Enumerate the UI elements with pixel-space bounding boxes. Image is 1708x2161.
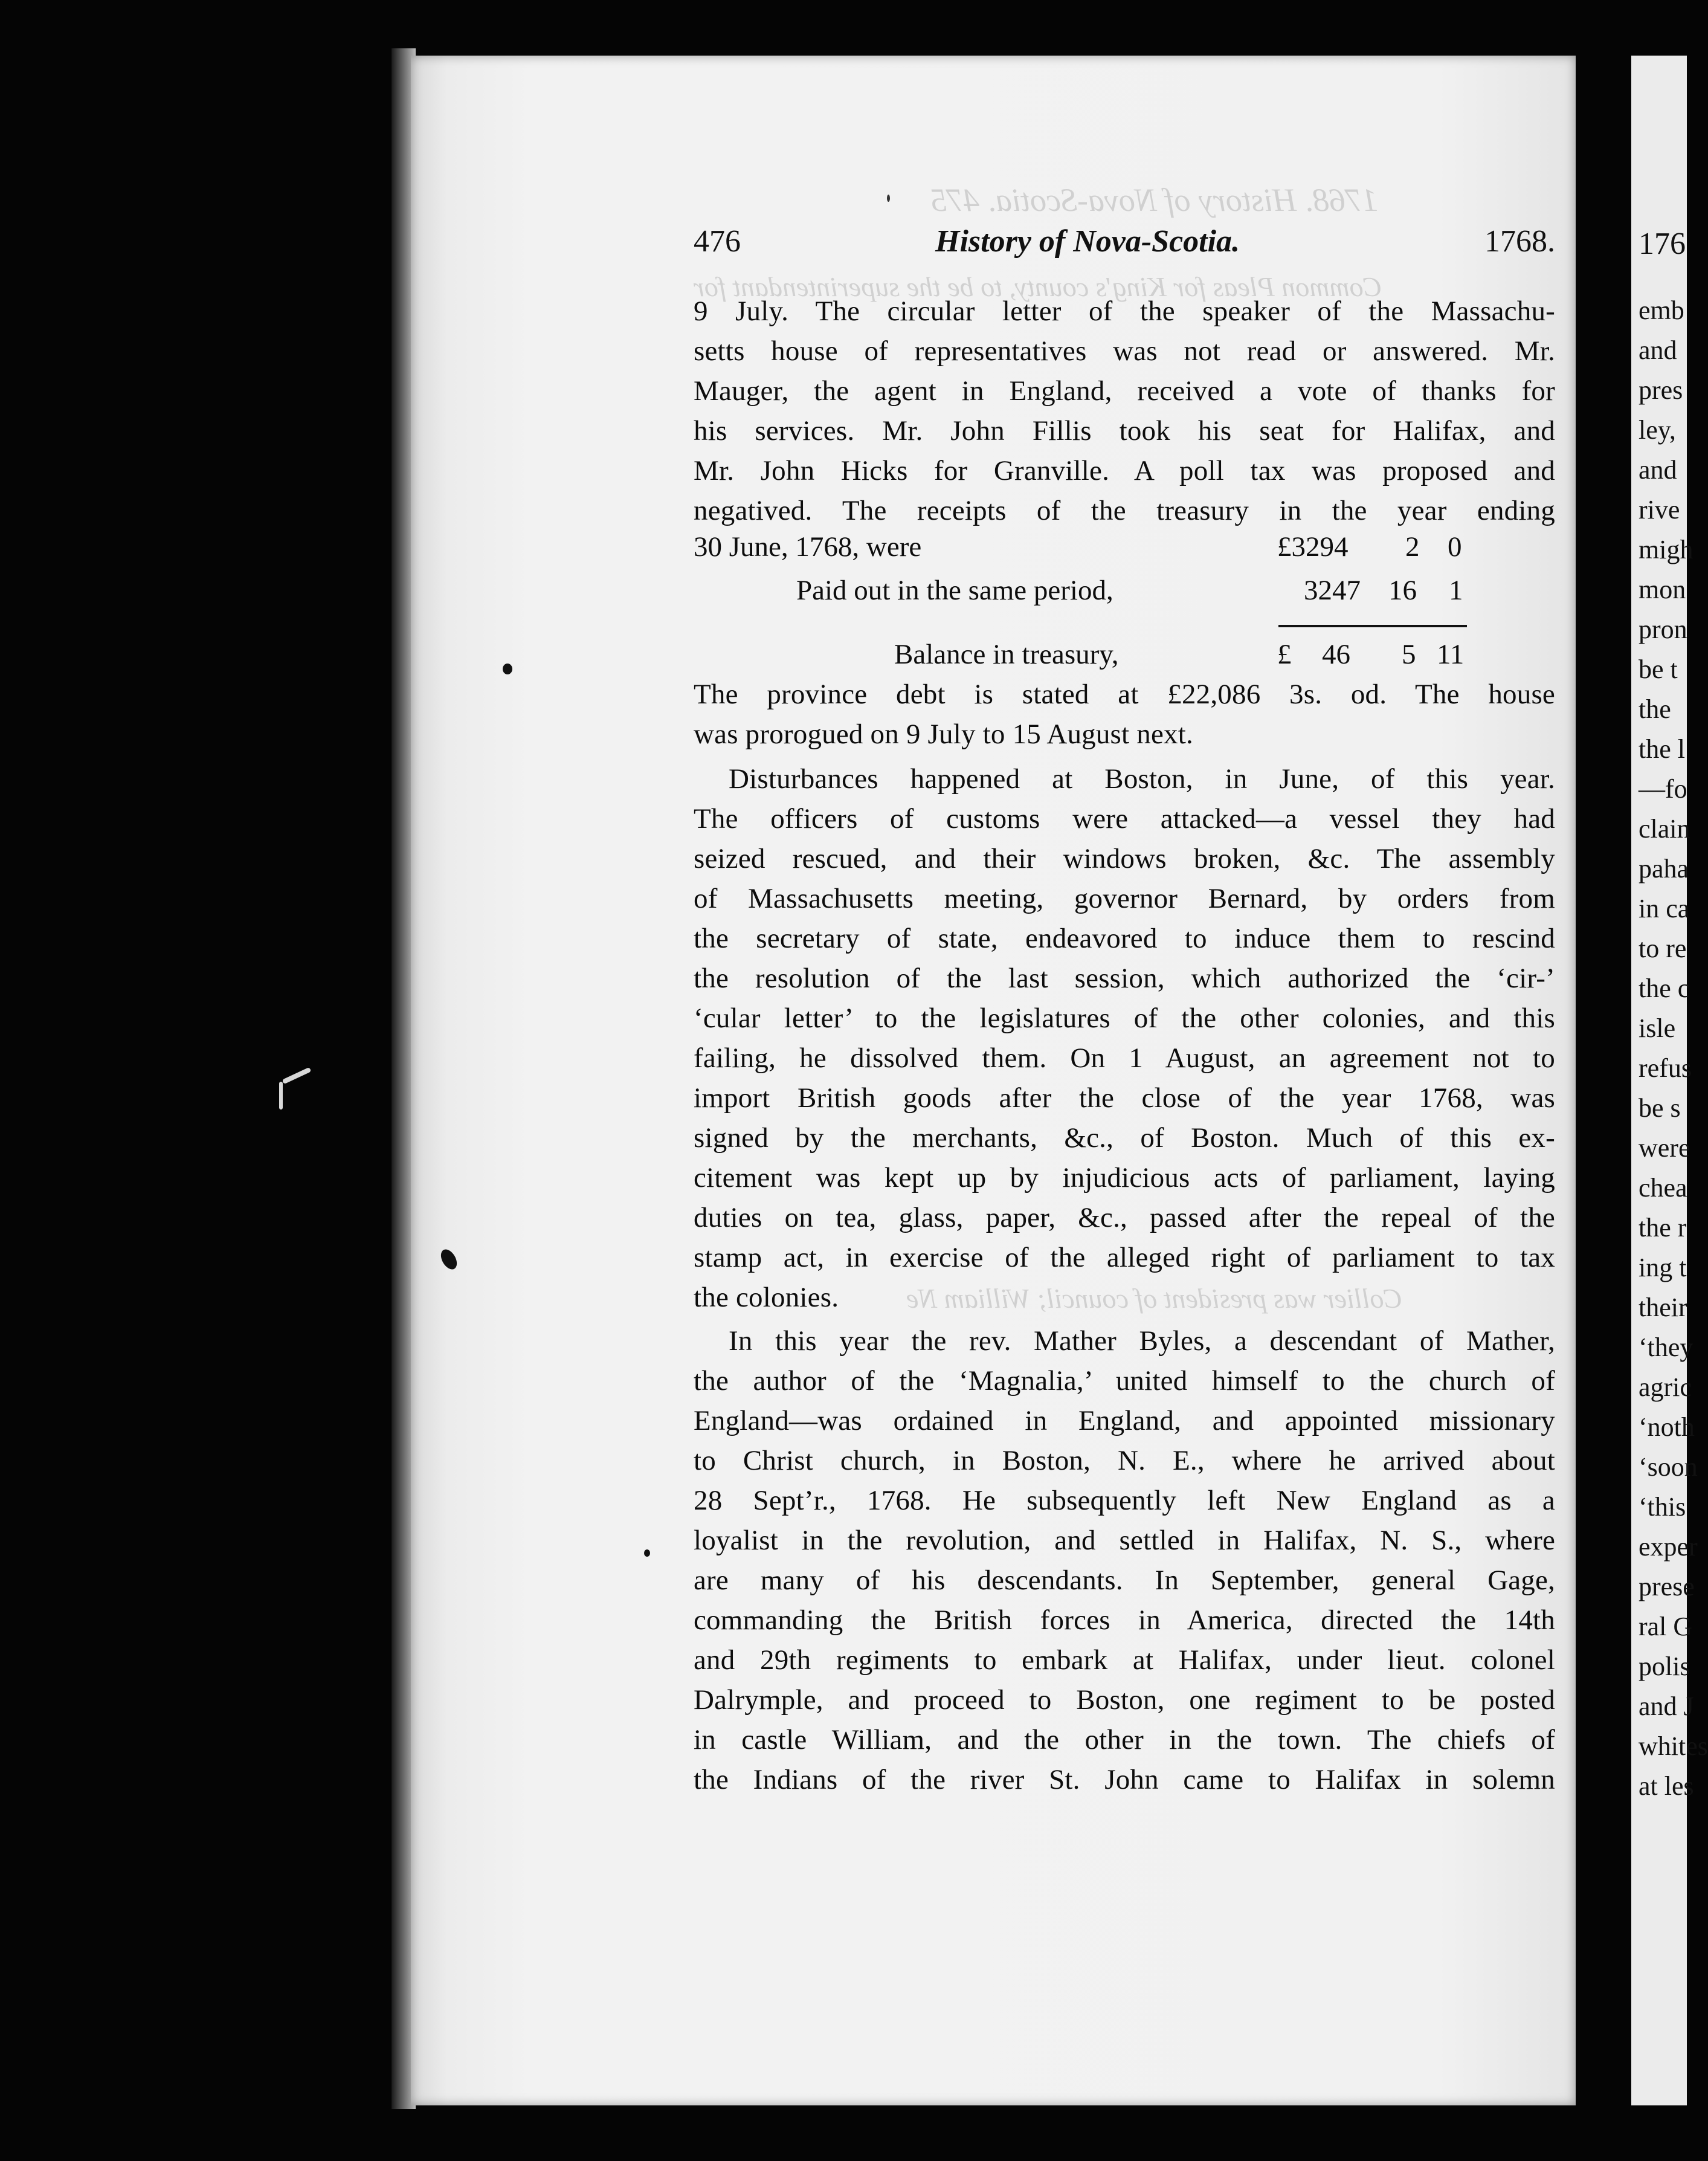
facing-page-line: be s <box>1639 1093 1681 1123</box>
text-line: and 29th regiments to embark at Halifax, under lieut. colonel <box>694 1644 1555 1676</box>
text-line: ‘cular letter’ to the legislatures of the other colonies, and this <box>694 1003 1555 1034</box>
text-line: the author of the ‘Magnalia,’ united himself to the church of <box>694 1365 1555 1397</box>
scan-speck <box>279 1082 283 1110</box>
facing-page-line: 176 <box>1639 227 1686 261</box>
text-line: setts house of representatives was not read or answered. Mr. <box>694 335 1555 367</box>
facing-page-line: prese <box>1639 1572 1695 1601</box>
facing-page-line: ‘soon <box>1639 1452 1698 1482</box>
facing-page-line: —fo <box>1639 774 1687 804</box>
facing-page-line: the <box>1639 694 1671 724</box>
facing-page-line: the c <box>1639 974 1690 1003</box>
text-line: are many of his descendants. In September, general Gage, <box>694 1565 1555 1596</box>
facing-page-line: ral G <box>1639 1612 1693 1641</box>
sum-rule <box>1278 625 1467 627</box>
page-number: 476 <box>694 224 741 259</box>
facing-page-line: refus <box>1639 1053 1692 1083</box>
text-line: Dalrymple, and proceed to Boston, one regiment to be posted <box>694 1684 1555 1716</box>
text-line: loyalist in the revolution, and settled in Halifax, N. S., where <box>694 1525 1555 1556</box>
text-line: failing, he dissolved them. On 1 August, an agreement not to <box>694 1042 1555 1074</box>
text-line: The officers of customs were attacked—a vessel they had <box>694 803 1555 835</box>
running-head <box>694 224 1555 266</box>
text-line: commanding the British forces in America, directed the 14th <box>694 1604 1555 1636</box>
facing-page-line: to re <box>1639 934 1687 963</box>
text-line: of Massachusetts meeting, governor Bernard, by orders from <box>694 883 1555 914</box>
text-line: The province debt is stated at £22,086 3s. od. The house <box>694 679 1555 710</box>
facing-page-line: emb <box>1639 296 1684 325</box>
facing-page-line: polis <box>1639 1652 1690 1681</box>
text-line: the Indians of the river St. John came to Halifax in solemn <box>694 1764 1555 1795</box>
facing-page-line: paha <box>1639 854 1689 883</box>
text-line: was prorogued on 9 July to 15 August next. <box>694 719 1193 750</box>
text-line: citement was kept up by injudicious acts of parliament, laying <box>694 1162 1555 1194</box>
scan-speck <box>282 1067 312 1084</box>
facing-page-line: and <box>1639 455 1677 485</box>
balance-pound-sign: £ <box>1277 639 1292 670</box>
text-line: Mr. John Hicks for Granville. A poll tax was proposed and <box>694 455 1555 486</box>
balance-pence: 11 <box>1437 639 1465 670</box>
balance-shillings: 5 <box>1402 639 1416 670</box>
facing-page-line: were <box>1639 1133 1690 1163</box>
facing-page-line: rive <box>1639 495 1680 525</box>
facing-page-line: ‘this <box>1639 1492 1686 1522</box>
paid-shillings: 16 <box>1388 575 1417 606</box>
facing-page-line: exper <box>1639 1532 1698 1562</box>
bleed-through-line: Collier was president of council; William Ne <box>906 1283 1403 1314</box>
text-line: stamp act, in exercise of the alleged right of parliament to tax <box>694 1242 1555 1273</box>
facing-page-line: and J <box>1639 1691 1694 1721</box>
text-line: to Christ church, in Boston, N. E., where he arrived about <box>694 1445 1555 1476</box>
scan-speck <box>503 664 512 674</box>
text-line: 28 Sept’r., 1768. He subsequently left New England as a <box>694 1485 1555 1516</box>
facing-page-line: be t <box>1639 654 1678 684</box>
text-line: negatived. The receipts of the treasury in the year ending <box>694 495 1555 526</box>
balance-label: Balance in treasury, <box>894 639 1119 670</box>
text-line: his services. Mr. John Fillis took his seat for Halifax, and <box>694 415 1555 447</box>
receipts-shillings: 2 <box>1405 531 1420 563</box>
paid-row <box>694 574 1555 614</box>
facing-page-line: whites <box>1639 1731 1708 1761</box>
receipts-row <box>694 531 1555 570</box>
facing-page-line: agric <box>1639 1372 1692 1402</box>
text-line: duties on tea, glass, paper, &c., passed after the repeal of the <box>694 1202 1555 1233</box>
text-line: in castle William, and the other in the town. The chiefs of <box>694 1724 1555 1756</box>
facing-page-line: isle <box>1639 1013 1676 1043</box>
paid-pence: 1 <box>1449 575 1463 606</box>
facing-page-line: migh <box>1639 535 1693 564</box>
paid-label: Paid out in the same period, <box>796 575 1113 606</box>
facing-page-line: chea <box>1639 1173 1687 1203</box>
balance-row <box>694 638 1555 678</box>
paragraph-start: Disturbances happened at Boston, in June, of this year. <box>729 763 1555 795</box>
facing-page-line: ‘noth <box>1639 1412 1695 1442</box>
text-line: signed by the merchants, &c., of Boston. Much of this ex- <box>694 1122 1555 1154</box>
facing-page-line: pron <box>1639 615 1687 644</box>
facing-page-line: at les <box>1639 1771 1694 1801</box>
scan-speck <box>887 195 890 202</box>
facing-page-line: and <box>1639 335 1677 365</box>
running-title: History of Nova-Scotia. <box>935 224 1240 259</box>
facing-page-line: ‘they <box>1639 1332 1693 1362</box>
text-line: the colonies. <box>694 1282 839 1313</box>
facing-page-line: pres <box>1639 375 1683 405</box>
facing-page <box>1631 56 1708 2105</box>
text-line: the resolution of the last session, which authorized the ‘cir-’ <box>694 963 1555 994</box>
scan-speck <box>644 1549 650 1557</box>
header-year: 1768. <box>1484 224 1555 259</box>
facing-page-line: their <box>1639 1293 1687 1322</box>
facing-page-line: ing t <box>1639 1253 1687 1282</box>
text-line: seized rescued, and their windows broken, &c. The assembly <box>694 843 1555 874</box>
facing-page-line: the r <box>1639 1213 1687 1242</box>
paragraph-start: In this year the rev. Mather Byles, a descendant of Mather, <box>729 1325 1555 1357</box>
facing-page-line: mon <box>1639 575 1686 604</box>
text-line: 9 July. The circular letter of the speaker of the Massachu- <box>694 296 1555 327</box>
receipts-pounds: £3294 <box>1277 531 1349 563</box>
text-line: England—was ordained in England, and appointed missionary <box>694 1405 1555 1436</box>
facing-page-line: clain <box>1639 814 1690 844</box>
text-line: the secretary of state, endeavored to induce them to rescind <box>694 923 1555 954</box>
facing-page-line: the l <box>1639 734 1685 764</box>
bleed-through-header: 1768. History of Nova-Scotia. 475 <box>930 182 1378 218</box>
facing-page-line: ley, <box>1639 415 1676 445</box>
text-line: Mauger, the agent in England, received a vote of thanks for <box>694 375 1555 407</box>
text-line: import British goods after the close of the year 1768, was <box>694 1082 1555 1114</box>
facing-page-line: in ca <box>1639 894 1690 923</box>
receipts-label: 30 June, 1768, were <box>694 531 922 563</box>
balance-pounds: 46 <box>1322 639 1350 670</box>
bleed-through-line: Common Pleas for King's county, to be the superintendant for <box>694 271 1382 302</box>
paid-pounds: 3247 <box>1304 575 1361 606</box>
receipts-pence: 0 <box>1448 531 1462 563</box>
